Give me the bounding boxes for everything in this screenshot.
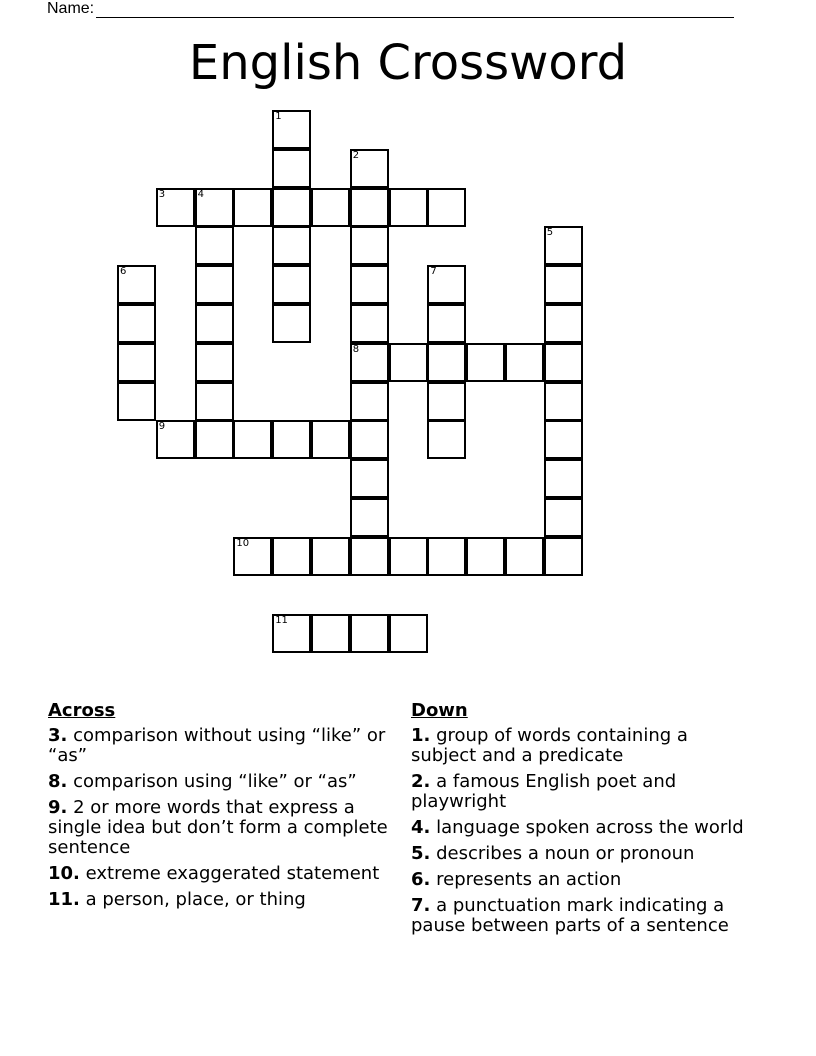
crossword-cell[interactable] <box>117 265 156 304</box>
clue-number: 4 <box>197 188 204 200</box>
crossword-cell[interactable] <box>195 343 234 382</box>
crossword-cell[interactable] <box>505 343 544 382</box>
crossword-cell[interactable] <box>427 265 466 304</box>
clue-number: 6. <box>411 869 431 890</box>
crossword-cell[interactable] <box>544 226 583 265</box>
across-clue <box>48 864 398 884</box>
crossword-cell[interactable] <box>272 537 311 576</box>
clue-number: 11 <box>275 615 288 627</box>
crossword-cell[interactable] <box>466 537 505 576</box>
crossword-cell[interactable] <box>544 304 583 343</box>
clue-number: 5 <box>546 227 554 239</box>
clue-number: 1 <box>275 111 282 122</box>
across-clue <box>48 798 398 858</box>
crossword-cell[interactable] <box>156 420 195 459</box>
crossword-cell[interactable] <box>544 459 583 498</box>
crossword-cell[interactable] <box>544 537 583 576</box>
crossword-cell[interactable] <box>195 226 234 265</box>
crossword-cell[interactable] <box>311 537 350 576</box>
down-clue <box>411 772 756 812</box>
crossword-cell[interactable] <box>427 537 466 576</box>
clue-number: 8 <box>352 343 360 355</box>
crossword-cell[interactable] <box>350 459 389 498</box>
clue-number: 3. <box>48 725 68 746</box>
clue-number: 6 <box>120 266 127 278</box>
crossword-cell[interactable] <box>350 382 389 421</box>
across-clue-list <box>48 726 398 910</box>
crossword-cell[interactable] <box>195 188 234 227</box>
crossword-cell[interactable] <box>389 343 428 382</box>
clue-number: 10. <box>48 863 80 884</box>
crossword-cell[interactable] <box>272 226 311 265</box>
down-clue-list <box>411 726 756 936</box>
down-clue <box>411 844 756 864</box>
down-clues <box>411 701 756 942</box>
clue-text: comparison using “like” or “as” <box>73 771 357 792</box>
crossword-cell[interactable] <box>156 188 195 227</box>
crossword-cell[interactable] <box>195 265 234 304</box>
crossword-cell[interactable] <box>311 614 350 653</box>
crossword-cell[interactable] <box>389 188 428 227</box>
down-clue <box>411 870 756 890</box>
clue-text: comparison without using “like” or “as” <box>48 725 386 766</box>
clue-text: a punctuation mark indicating a pause between parts of a sentence <box>411 895 729 936</box>
across-clue <box>48 726 398 766</box>
clue-number: 7. <box>411 895 431 916</box>
crossword-cell[interactable] <box>505 537 544 576</box>
crossword-cell[interactable] <box>427 188 466 227</box>
clue-number: 8. <box>48 771 68 792</box>
clue-text: represents an action <box>436 869 622 890</box>
crossword-cell[interactable] <box>233 537 272 576</box>
crossword-cell[interactable] <box>195 304 234 343</box>
crossword-cell[interactable] <box>272 304 311 343</box>
name-label: Name: <box>47 0 95 17</box>
down-clue <box>411 726 756 766</box>
crossword-cell[interactable] <box>272 110 311 149</box>
crossword-cell[interactable] <box>350 537 389 576</box>
clue-number: 9 <box>158 421 166 433</box>
crossword-cell[interactable] <box>350 226 389 265</box>
across-clue <box>48 772 398 792</box>
clue-number: 3 <box>158 188 166 200</box>
crossword-cell[interactable] <box>350 420 389 459</box>
across-heading: Across <box>48 700 116 721</box>
down-clue <box>411 818 756 838</box>
crossword-cell[interactable] <box>272 420 311 459</box>
clue-number: 2. <box>411 771 431 792</box>
across-clue <box>48 890 398 910</box>
crossword-cell[interactable] <box>427 343 466 382</box>
clue-number: 1. <box>411 725 431 746</box>
clue-number: 4. <box>411 817 431 838</box>
crossword-cell[interactable] <box>544 382 583 421</box>
clue-number: 7 <box>430 266 437 278</box>
crossword-cell[interactable] <box>350 498 389 537</box>
clue-text: describes a noun or pronoun <box>436 843 695 864</box>
clue-text: a person, place, or thing <box>85 889 306 910</box>
crossword-cell[interactable] <box>195 382 234 421</box>
down-clue <box>411 896 756 936</box>
crossword-cell[interactable] <box>272 265 311 304</box>
crossword-cell[interactable] <box>350 614 389 653</box>
crossword-cell[interactable] <box>272 188 311 227</box>
crossword-cell[interactable] <box>117 304 156 343</box>
clue-number: 2 <box>352 149 360 161</box>
crossword-cell[interactable] <box>272 149 311 188</box>
crossword-cell[interactable] <box>466 343 505 382</box>
clue-number: 5. <box>411 843 431 864</box>
crossword-cell[interactable] <box>350 149 389 188</box>
clue-text: group of words containing a subject and a predicate <box>411 725 688 766</box>
clue-number: 9. <box>48 797 68 818</box>
crossword-cell[interactable] <box>427 420 466 459</box>
crossword-cell[interactable] <box>272 614 311 653</box>
crossword-cell[interactable] <box>233 420 272 459</box>
crossword-cell[interactable] <box>427 382 466 421</box>
page-title: English Crossword <box>188 35 628 91</box>
crossword-cell[interactable] <box>350 265 389 304</box>
crossword-cell[interactable] <box>389 614 428 653</box>
crossword-cell[interactable] <box>544 265 583 304</box>
crossword-cell[interactable] <box>427 304 466 343</box>
crossword-cell[interactable] <box>350 304 389 343</box>
crossword-cell[interactable] <box>544 498 583 537</box>
clue-text: 2 or more words that express a single idea but don’t form a complete sentence <box>48 797 388 858</box>
clue-text: language spoken across the world <box>436 817 744 838</box>
clue-number: 11. <box>48 889 80 910</box>
crossword-cell[interactable] <box>350 188 389 227</box>
clue-text: extreme exaggerated statement <box>85 863 380 884</box>
crossword-cell[interactable] <box>233 188 272 227</box>
crossword-cell[interactable] <box>311 420 350 459</box>
crossword-cell[interactable] <box>544 420 583 459</box>
crossword-cell[interactable] <box>311 188 350 227</box>
crossword-cell[interactable] <box>117 382 156 421</box>
crossword-cell[interactable] <box>350 343 389 382</box>
crossword-cell[interactable] <box>389 537 428 576</box>
clue-text: a famous English poet and playwright <box>411 771 677 812</box>
down-heading: Down <box>411 700 468 721</box>
crossword-cell[interactable] <box>544 343 583 382</box>
crossword-cell[interactable] <box>195 420 234 459</box>
across-clues <box>48 701 398 916</box>
clue-number: 10 <box>236 537 250 549</box>
crossword-cell[interactable] <box>117 343 156 382</box>
